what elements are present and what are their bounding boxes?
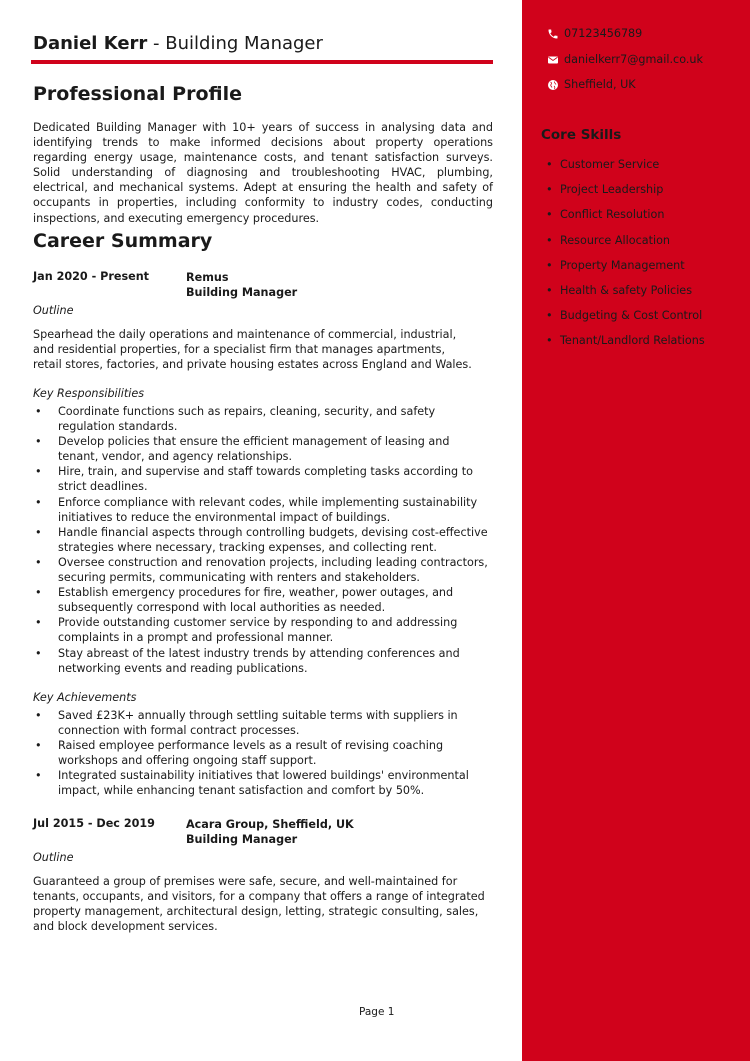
header-rule <box>31 60 493 64</box>
responsibilities-label: Key Responsibilities <box>33 387 145 400</box>
job-employer-block <box>186 270 297 300</box>
skill-item: • Health & safety Policies <box>541 284 705 309</box>
achievements-list <box>33 708 493 799</box>
job-employer: Remus <box>186 271 229 284</box>
job-dates: Jan 2020 - Present <box>33 270 150 283</box>
profile-heading: Professional Profile <box>33 83 242 105</box>
responsibility-item: • Enforce compliance with relevant codes, while implementing sustainability initiatives to reduce the environmental impact of buildings. <box>33 495 493 525</box>
outline-label: Outline <box>33 304 74 317</box>
job-employer-block <box>186 817 354 847</box>
responsibility-item: • Hire, train, and supervise and staff towards completing tasks according to strict deadlines. <box>33 464 493 494</box>
skill-item: • Conflict Resolution <box>541 208 705 233</box>
job-employer: Acara Group, Sheffield, UK <box>186 818 354 831</box>
contact-location <box>547 78 636 91</box>
page-number: Page 1 <box>359 1006 395 1018</box>
email-text: danielkerr7@gmail.co.uk <box>564 53 703 66</box>
globe-icon <box>547 79 559 91</box>
career-heading: Career Summary <box>33 230 213 252</box>
job-title: Building Manager <box>165 33 323 54</box>
candidate-name: Daniel Kerr <box>33 33 148 54</box>
responsibility-item: • Develop policies that ensure the efficient management of leasing and tenant, vendor, and agency relationships. <box>33 434 493 464</box>
skills-heading: Core Skills <box>541 127 622 143</box>
achievements-label: Key Achievements <box>33 691 137 704</box>
achievement-item: • Saved £23K+ annually through settling suitable terms with suppliers in connection with formal contract processes. <box>33 708 493 738</box>
outline-label: Outline <box>33 851 74 864</box>
contact-phone <box>547 27 642 40</box>
job-role: Building Manager <box>186 286 298 300</box>
job-role: Building Manager <box>186 833 298 847</box>
contact-email <box>547 53 703 66</box>
responsibility-item: • Oversee construction and renovation projects, including leading contractors, securing permits, communicating with renters and stakeholders. <box>33 555 493 585</box>
job-dates: Jul 2015 - Dec 2019 <box>33 817 155 830</box>
title-separator: - <box>147 33 166 54</box>
phone-text: 07123456789 <box>564 27 643 40</box>
profile-text: Dedicated Building Manager with 10+ years of success in analysing data and identifying trends to make informed decisions about property operations regarding energy usage, maintenance costs, and tenant satisfaction surveys. Solid understanding of diagnosing and troubleshooting HVAC, plumbing, electrical, and mechanical systems. Adept at ensuring the health and safety of occupants in properties, including conformity to industry codes, conducting inspections, and executing emergency procedures. <box>33 121 493 225</box>
job-outline: Spearhead the daily operations and maintenance of commercial, industrial, and residential properties, for a specialist firm that manages apartments, retail stores, factories, and private housing estates across England and Wales. <box>33 328 472 372</box>
name-line <box>33 33 323 54</box>
responsibility-item: • Stay abreast of the latest industry trends by attending conferences and networking events and reading publications. <box>33 646 493 676</box>
skill-item: • Property Management <box>541 259 705 284</box>
job-outline: Guaranteed a group of premises were safe, secure, and well-maintained for tenants, occupants, and visitors, for a company that offers a range of integrated property management, architectural design, letting, strategic consulting, sales, and block development services. <box>33 875 485 934</box>
skill-item: • Customer Service <box>541 158 705 183</box>
responsibility-item: • Establish emergency procedures for fire, weather, power outages, and subsequently correspond with local authorities as needed. <box>33 585 493 615</box>
achievement-item: • Integrated sustainability initiatives that lowered buildings' environmental impact, while enhancing tenant satisfaction and comfort by 50%. <box>33 768 493 798</box>
skill-item: • Tenant/Landlord Relations <box>541 334 705 359</box>
achievement-item: • Raised employee performance levels as a result of revising coaching workshops and offering ongoing staff support. <box>33 738 493 768</box>
responsibilities-list <box>33 404 493 676</box>
location-text: Sheffield, UK <box>564 78 636 91</box>
skill-item: • Budgeting & Cost Control <box>541 309 705 334</box>
responsibility-item: • Handle financial aspects through controlling budgets, devising cost-effective strategies where necessary, tracking expenses, and collecting rent. <box>33 525 493 555</box>
responsibility-item: • Provide outstanding customer service by responding to and addressing complaints in a prompt and professional manner. <box>33 615 493 645</box>
skill-item: • Resource Allocation <box>541 234 705 259</box>
responsibility-item: • Coordinate functions such as repairs, cleaning, security, and safety regulation standards. <box>33 404 493 434</box>
skill-item: • Project Leadership <box>541 183 705 208</box>
envelope-icon <box>547 54 559 66</box>
skills-list <box>541 158 705 360</box>
phone-icon <box>547 28 559 40</box>
